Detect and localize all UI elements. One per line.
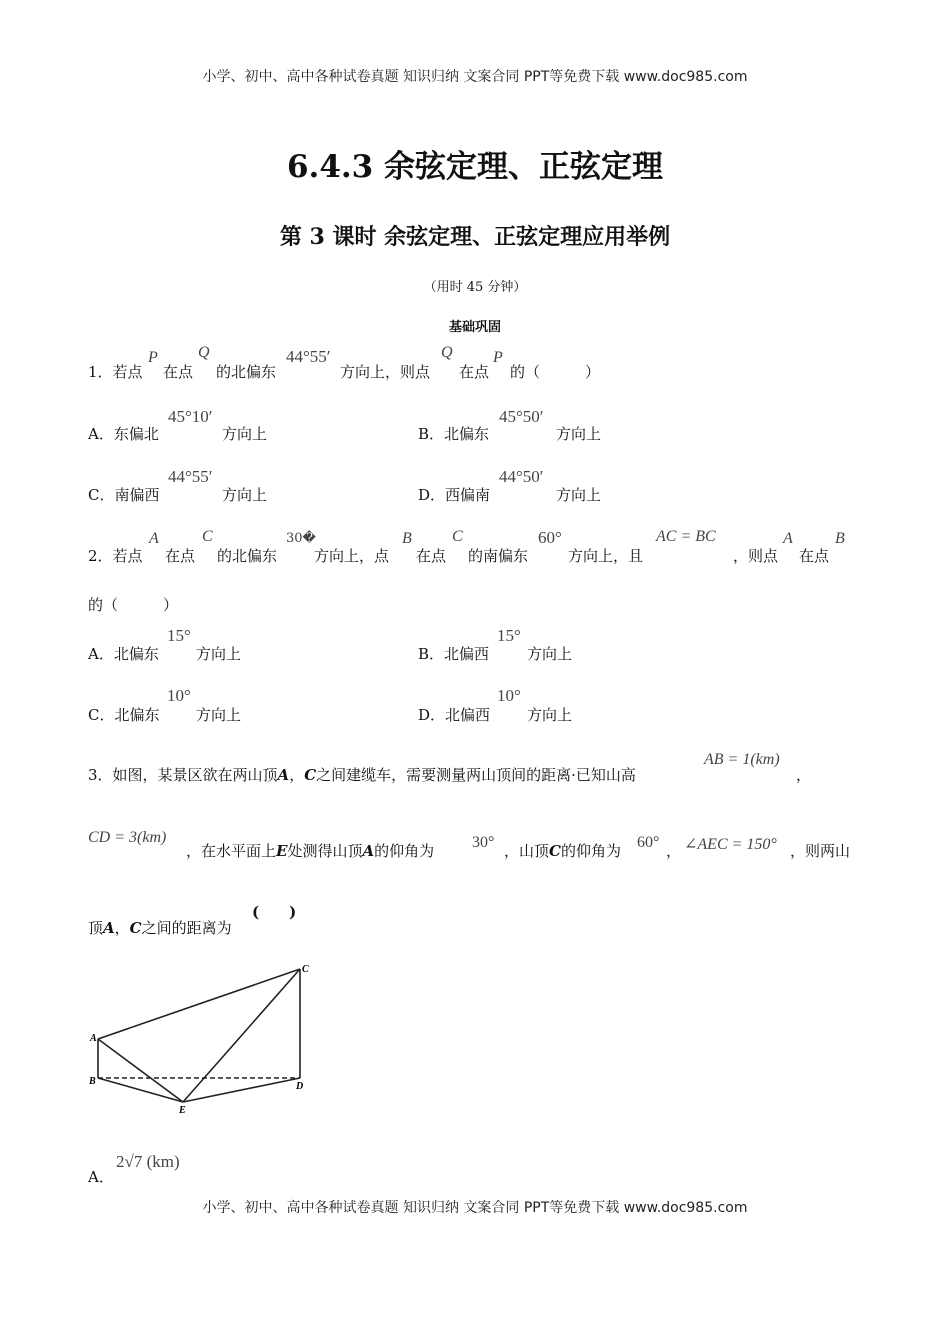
q2-option-c-angle: 10°	[167, 686, 191, 705]
q2-angle-1: 30�	[286, 531, 316, 546]
q2-var-c: C	[452, 528, 463, 545]
q2-angle-2: 60°	[538, 528, 562, 547]
q1-option-b-angle: 45°50′	[499, 407, 544, 426]
q3-text: 处测得山顶	[287, 842, 363, 860]
q3-text: 之间的距离为	[141, 919, 232, 937]
q1-var-p: P	[148, 349, 158, 366]
q2-text: 在点	[165, 547, 196, 565]
q3-line-2	[186, 840, 434, 861]
q1-option-c-suffix: 方向上	[222, 486, 268, 504]
q3-text: ，在水平面上	[186, 842, 277, 860]
q2-option-b-label: B．北偏西	[418, 645, 490, 663]
page-title: 6.4.3 余弦定理、正弦定理	[286, 149, 664, 185]
q1-text: 1．若点	[88, 363, 143, 381]
q3-text: 顶	[88, 919, 104, 937]
q2-text: 方向上，且	[568, 547, 644, 565]
q2-option-b-suffix: 方向上	[527, 645, 573, 663]
q3-text: 的仰角为	[374, 842, 435, 860]
q3-ab-value: AB = 1(km)	[704, 751, 780, 768]
q1-text: 的北偏东	[216, 363, 277, 381]
q2-text: 的北偏东	[217, 547, 278, 565]
q3-figure	[80, 955, 320, 1120]
figure-label-d: D	[296, 1081, 304, 1092]
q3-var-c: C	[129, 919, 142, 937]
q2-option-a-suffix: 方向上	[196, 645, 242, 663]
q1-text: 方向上，则点	[340, 363, 431, 381]
figure-label-c: C	[302, 964, 309, 975]
q2-var-b: B	[835, 530, 845, 547]
page-header: 小学、初中、高中各种试卷真题 知识归纳 文案合同 PPT等免费下载 www.doc985.com	[202, 69, 748, 85]
q2-var-c: C	[202, 528, 213, 545]
q2-text: 在点	[799, 547, 830, 565]
q3-cd-value: CD = 3(km)	[88, 829, 167, 846]
q1-option-a-suffix: 方向上	[222, 425, 268, 443]
q2-var-a: A	[149, 530, 159, 547]
q3-text: ，则两山	[790, 842, 851, 860]
section-heading: 基础巩固	[448, 320, 501, 335]
q2-equation: AC = BC	[656, 528, 716, 545]
q1-option-b-label: B．北偏东	[418, 425, 490, 443]
q3-text: 之间建缆车，需要测量两山顶间的距离·已知山高	[316, 766, 636, 784]
q3-var-c: C	[304, 766, 317, 784]
q2-option-b-angle: 15°	[497, 626, 521, 645]
q2-option-a-label: A．北偏东	[88, 645, 159, 663]
q1-var-q: Q	[198, 344, 210, 361]
q2-option-c-label: C．北偏东	[88, 706, 160, 724]
q2-var-b: B	[402, 530, 412, 547]
q3-angle-aec: ∠AEC = 150°	[684, 836, 777, 853]
q3-text: ，	[289, 766, 305, 784]
q3-var-a: A	[362, 842, 375, 860]
q2-text: 的南偏东	[468, 547, 529, 565]
q1-angle: 44°55′	[286, 347, 331, 366]
q2-option-c-suffix: 方向上	[196, 706, 242, 724]
q3-line-3	[88, 917, 232, 938]
q3-var-a: A	[277, 766, 290, 784]
q3-text: 的仰角为	[560, 842, 621, 860]
figure-label-b: B	[89, 1076, 96, 1087]
q3-line-1	[88, 764, 636, 785]
q3-text: ，	[796, 766, 812, 784]
q1-option-a-angle: 45°10′	[168, 407, 213, 426]
q3-var-a: A	[103, 919, 115, 937]
q2-text: 2．若点	[88, 547, 143, 565]
page-subtitle: 第 3 课时 余弦定理、正弦定理应用举例	[279, 224, 671, 250]
q2-option-d-angle: 10°	[497, 686, 521, 705]
q3-option-a-value: 2√7 (km)	[116, 1152, 180, 1171]
q3-line-2b	[504, 840, 621, 861]
q1-option-d-suffix: 方向上	[556, 486, 602, 504]
q3-angle-30: 30°	[472, 834, 495, 851]
q1-option-a-label: A．东偏北	[88, 425, 159, 443]
q1-text: 的（ ）	[510, 363, 601, 381]
segment-ae	[98, 1039, 183, 1102]
q1-option-d-label: D．西偏南	[418, 486, 491, 504]
q3-angle-60: 60°	[637, 834, 660, 851]
figure-label-a: A	[90, 1033, 97, 1044]
q1-option-d-angle: 44°50′	[499, 467, 544, 486]
q2-option-d-suffix: 方向上	[527, 706, 573, 724]
q2-text: 在点	[416, 547, 447, 565]
segment-be	[98, 1078, 183, 1102]
q1-var-q: Q	[441, 344, 453, 361]
q2-option-d-label: D．北偏西	[418, 706, 491, 724]
q1-text: 在点	[459, 363, 490, 381]
q2-text: 的（ ）	[88, 596, 179, 614]
q1-text: 在点	[163, 363, 194, 381]
q3-var-e: E	[276, 842, 288, 860]
figure-label-e: E	[179, 1105, 186, 1116]
q3-option-a-label: A．	[88, 1168, 114, 1186]
q3-text: ，	[114, 919, 130, 937]
q1-option-c-label: C．南偏西	[88, 486, 160, 504]
q3-answer-paren: ( )	[252, 903, 297, 921]
page-footer: 小学、初中、高中各种试卷真题 知识归纳 文案合同 PPT等免费下载 www.doc985.com	[202, 1200, 748, 1216]
q3-text: ，山顶	[504, 842, 550, 860]
q1-option-c-angle: 44°55′	[168, 467, 213, 486]
q2-text: ，则点	[733, 547, 779, 565]
q3-text: ，	[666, 842, 682, 860]
q1-var-p: P	[493, 349, 503, 366]
q1-option-b-suffix: 方向上	[556, 425, 602, 443]
q3-text: 3．如图，某景区欲在两山顶	[88, 766, 278, 784]
time-note: （用时 45 分钟）	[423, 280, 527, 295]
q2-var-a: A	[783, 530, 793, 547]
q2-text: 方向上，点	[314, 547, 390, 565]
q3-var-c: C	[549, 842, 561, 860]
q2-option-a-angle: 15°	[167, 626, 191, 645]
